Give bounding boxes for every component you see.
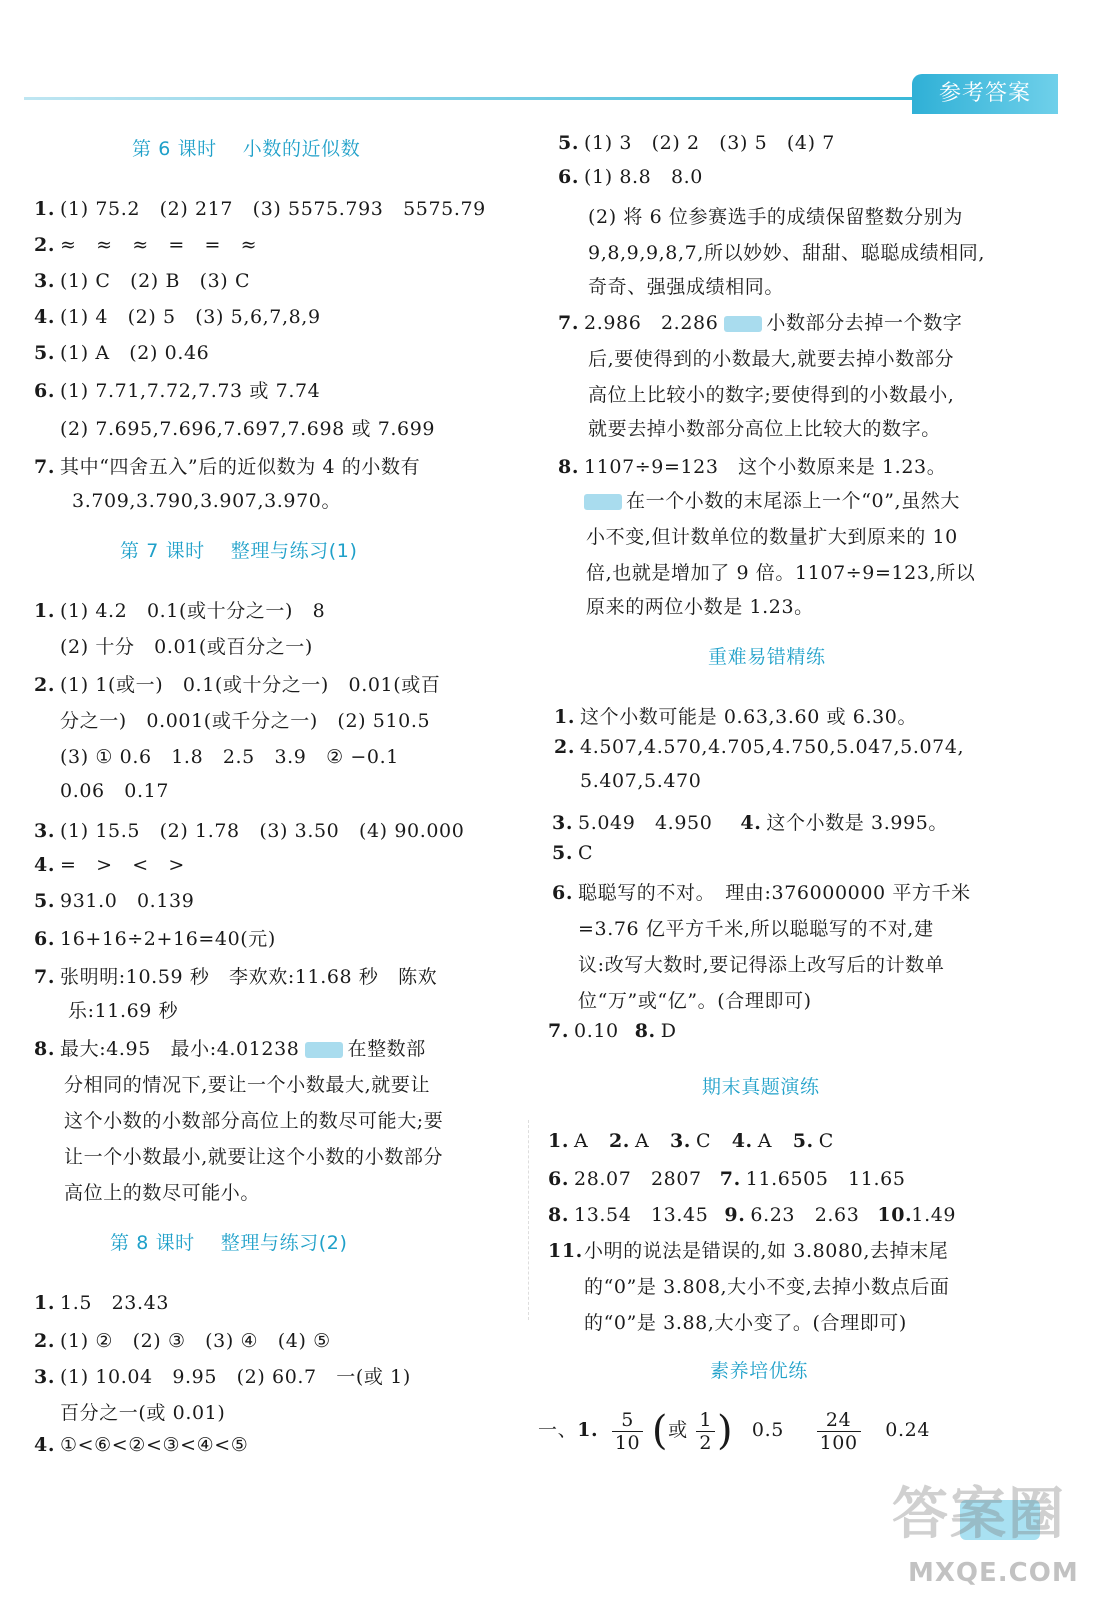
watermark (892, 1462, 1082, 1592)
list-item: 7. 张明明:10.59 秒 李欢欢:11.68 秒 陈欢 (34, 966, 438, 988)
list-item: 6. 28.07 2807 7. 11.6505 11.65 (548, 1168, 906, 1190)
list-item: 1. A 2. A 3. C 4. A 5. C (548, 1130, 834, 1152)
paren-close: ) (717, 1408, 734, 1454)
list-item-cont: 乐:11.69 秒 (68, 1000, 179, 1022)
fraction: $\frac{24}{100}$ (817, 1409, 861, 1454)
list-item-cont: 高位上比较小的数字;要使得到的小数最小, (588, 384, 955, 406)
list-item-cont: (2) 7.695,7.696,7.697,7.698 或 7.699 (60, 418, 436, 440)
list-item-cont: 3.709,3.790,3.907,3.970。 (72, 490, 342, 512)
section-title-lesson6: 第 6 课时 小数的近似数 (132, 138, 361, 160)
section-title-literacy: 素养培优练 (710, 1360, 809, 1382)
list-item: 1. 1.5 23.43 (34, 1292, 170, 1314)
column-divider (528, 1120, 529, 1320)
list-item: 6. (1) 8.8 8.0 (558, 166, 703, 188)
list-item-cont: 在一个小数的末尾添上一个“0”,虽然大 (584, 486, 960, 513)
list-item: 3. (1) 10.04 9.95 (2) 60.7 一(或 1) (34, 1366, 411, 1388)
list-item-cont: 分相同的情况下,要让一个小数最大,就要让 (64, 1074, 431, 1096)
section-title-key-difficult: 重难易错精练 (708, 646, 826, 668)
list-item-cont: 位“万”或“亿”。(合理即可) (578, 990, 812, 1012)
list-item: 8. 1107÷9=123 这个小数原来是 1.23。 (558, 456, 947, 478)
analysis-tag-icon (724, 316, 762, 332)
list-item: 2. (1) ② (2) ③ (3) ④ (4) ⑤ (34, 1330, 331, 1352)
watermark-logo: 答案圈 (892, 1482, 1066, 1547)
list-item-cont: 让一个小数最小,就要让这个小数的小数部分 (64, 1146, 444, 1168)
list-item-cont: 后,要使得到的小数最大,就要去掉小数部分 (588, 348, 955, 370)
list-item: 5. C (552, 842, 594, 864)
answer-tab: 参考答案 (912, 74, 1058, 114)
fraction: $\frac{1}{2}$ (696, 1409, 715, 1454)
list-item-cont: 9,8,9,9,8,7,所以妙妙、甜甜、聪聪成绩相同, (588, 242, 986, 264)
list-item: 7. 2.986 2.286 小数部分去掉一个数字 (558, 312, 963, 334)
header-rule (24, 97, 924, 100)
list-item: 6. 聪聪写的不对。 理由:376000000 平方千米 (552, 882, 971, 904)
list-item-cont: 原来的两位小数是 1.23。 (586, 596, 814, 618)
list-item: 4. = > < > (34, 854, 185, 876)
list-item-cont: 小不变,但计数单位的数量扩大到原来的 10 (586, 526, 958, 548)
list-item: 1. 这个小数可能是 0.63,3.60 或 6.30。 (554, 706, 918, 728)
list-item-cont: 5.407,5.470 (580, 770, 702, 792)
list-item-cont: 百分之一(或 0.01) (60, 1402, 226, 1424)
list-item: 6. (1) 7.71,7.72,7.73 或 7.74 (34, 380, 321, 402)
list-item-cont: 就要去掉小数部分高位上比较大的数字。 (588, 418, 941, 440)
list-item-cont: =3.76 亿平方千米,所以聪聪写的不对,建 (578, 918, 934, 940)
list-item: 4. ①<⑥<②<③<④<⑤ (34, 1434, 249, 1456)
list-item-fraction: 一、1. $\frac{5}{10}$ (或 $\frac{1}{2}$ ) 0.5 $\frac{24}{100}$ 0.24 (538, 1408, 931, 1454)
list-item: 1. (1) 4.2 0.1(或十分之一) 8 (34, 600, 326, 622)
list-item-cont: 的“0”是 3.88,大小变了。(合理即可) (584, 1312, 907, 1334)
list-item: 1. (1) 75.2 (2) 217 (3) 5575.793 5575.79 (34, 198, 486, 220)
list-item-cont: (2) 将 6 位参赛选手的成绩保留整数分别为 (588, 206, 963, 228)
list-item-cont: 奇奇、强强成绩相同。 (588, 276, 785, 298)
paren-open: ( (651, 1408, 669, 1454)
list-item: 11.小明的说法是错误的,如 3.8080,去掉末尾 (548, 1240, 949, 1262)
section-title-lesson8: 第 8 课时 整理与练习(2) (110, 1232, 348, 1254)
list-item-cont: 议:改写大数时,要记得添上改写后的计数单 (578, 954, 945, 976)
list-item-cont: 这个小数的小数部分高位上的数尽可能大;要 (64, 1110, 444, 1132)
list-item-cont: (3) ① 0.6 1.8 2.5 3.9 ② −0.1 (60, 746, 399, 768)
list-item-cont: 的“0”是 3.808,大小不变,去掉小数点后面 (584, 1276, 950, 1298)
list-item: 8. 最大:4.95 最小:4.01238 在整数部 (34, 1038, 426, 1060)
list-item-cont: 分之一) 0.001(或千分之一) (2) 510.5 (60, 710, 431, 732)
list-item: 2. ≈ ≈ ≈ = = ≈ (34, 234, 258, 256)
list-item-cont: (2) 十分 0.01(或百分之一) (60, 636, 313, 658)
list-item: 7. 其中“四舍五入”后的近似数为 4 的小数有 (34, 456, 421, 478)
watermark-url: MXQE.COM (908, 1558, 1079, 1588)
list-item: 6. 16+16÷2+16=40(元) (34, 928, 276, 950)
list-item: 5. (1) 3 (2) 2 (3) 5 (4) 7 (558, 132, 835, 154)
list-item: 4. (1) 4 (2) 5 (3) 5,6,7,8,9 (34, 306, 321, 328)
fraction: $\frac{5}{10}$ (612, 1409, 643, 1454)
section-title-lesson7: 第 7 课时 整理与练习(1) (120, 540, 358, 562)
analysis-tag-icon (305, 1042, 343, 1058)
analysis-tag-icon (584, 494, 622, 510)
list-item: 7. 0.10 8. D (548, 1020, 677, 1042)
list-item: 3. (1) 15.5 (2) 1.78 (3) 3.50 (4) 90.000 (34, 820, 465, 842)
list-item-cont: 倍,也就是增加了 9 倍。1107÷9=123,所以 (586, 562, 976, 584)
list-item: 5. 931.0 0.139 (34, 890, 195, 912)
list-item: 3. (1) C (2) B (3) C (34, 270, 251, 292)
section-title-final-exam: 期末真题演练 (702, 1076, 820, 1098)
list-item: 3. 5.049 4.950 4. 这个小数是 3.995。 (552, 812, 949, 834)
list-item: 8. 13.54 13.45 9. 6.23 2.63 10.1.49 (548, 1204, 957, 1226)
list-item-cont: 0.06 0.17 (60, 780, 170, 802)
list-item-cont: 高位上的数尽可能小。 (64, 1182, 261, 1204)
list-item: 2. (1) 1(或一) 0.1(或十分之一) 0.01(或百 (34, 674, 441, 696)
list-item: 2. 4.507,4.570,4.705,4.750,5.047,5.074, (554, 736, 965, 758)
list-item: 5. (1) A (2) 0.46 (34, 342, 210, 364)
